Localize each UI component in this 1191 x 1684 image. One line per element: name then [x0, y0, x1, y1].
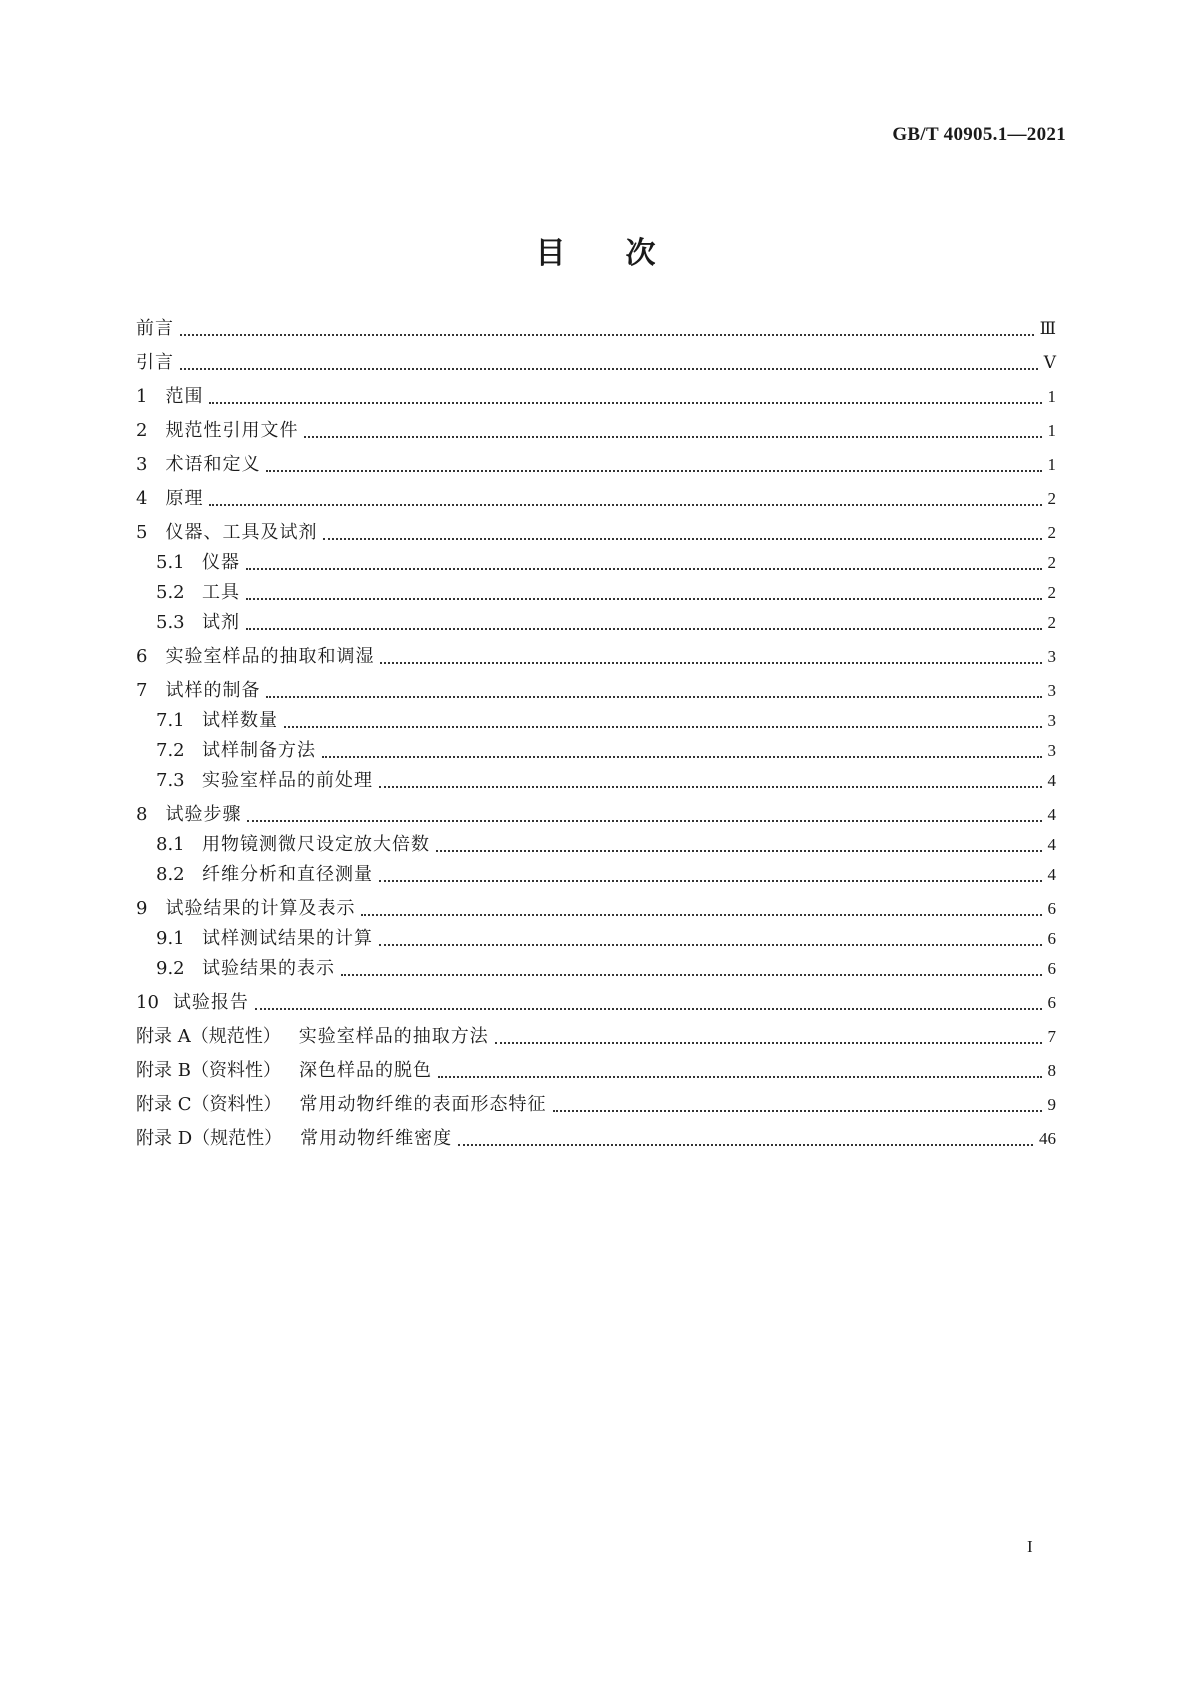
toc-entry[interactable]: [136, 1058, 1056, 1084]
toc-entry-page: 3: [1047, 647, 1056, 666]
toc-entry[interactable]: [136, 418, 1056, 444]
toc-dot-leader: [379, 880, 1042, 882]
toc-entry-number: 5.3: [156, 612, 185, 633]
toc-entry-title: 实验室样品的抽取方法: [298, 1026, 489, 1047]
toc-entry-page: 4: [1047, 805, 1056, 824]
toc-entry-title: 工具: [202, 582, 240, 603]
toc-entry-number: 8.1: [156, 834, 185, 855]
page-title: 目 次: [535, 236, 656, 271]
toc-entry-page: 2: [1047, 553, 1056, 572]
toc-entry-number: 5: [136, 522, 148, 543]
toc-entry-number: 附录 B（资料性）: [136, 1060, 281, 1081]
toc-entry[interactable]: [136, 1126, 1056, 1152]
toc-entry-page: 6: [1047, 959, 1056, 978]
toc-entry-number: 9.1: [156, 928, 185, 949]
toc-entry-title: 仪器、工具及试剂: [165, 522, 318, 543]
toc-entry-page: 6: [1047, 899, 1056, 918]
toc-entry[interactable]: [136, 486, 1056, 512]
toc-entry-page: 4: [1047, 835, 1056, 854]
toc-entry-title: 用物镜测微尺设定放大倍数: [202, 834, 430, 855]
toc-entry-title: 常用动物纤维密度: [300, 1128, 453, 1149]
toc-dot-leader: [180, 334, 1034, 336]
toc-dot-leader: [266, 470, 1041, 472]
toc-dot-leader: [458, 1144, 1033, 1146]
toc-entry-title: 前言: [136, 318, 174, 339]
toc-entry-number: 3: [136, 454, 148, 475]
toc-dot-leader: [322, 756, 1042, 758]
toc-entry-number: 5.2: [156, 582, 185, 603]
toc-entry-page: 3: [1047, 681, 1056, 700]
toc-entry[interactable]: [136, 520, 1056, 546]
toc-entry-title: 试验报告: [172, 992, 249, 1013]
toc-dot-leader: [495, 1042, 1042, 1044]
toc-entry-page: 2: [1047, 613, 1056, 632]
toc-entry[interactable]: [136, 1024, 1056, 1050]
toc-dot-leader: [323, 538, 1041, 540]
toc-entry-page: 2: [1047, 583, 1056, 602]
toc-dot-leader: [246, 628, 1042, 630]
toc-entry-number: 附录 D（规范性）: [136, 1128, 283, 1149]
toc-entry[interactable]: [156, 926, 1056, 952]
standard-code: GB/T 40905.1—2021: [892, 124, 1066, 145]
toc-entry-title: 范围: [165, 386, 204, 407]
toc-entry-page: 1: [1047, 421, 1056, 440]
toc-entry-page: Ⅲ: [1039, 319, 1056, 338]
toc-entry-title: 实验室样品的抽取和调湿: [165, 646, 375, 667]
toc-entry[interactable]: [156, 832, 1056, 858]
toc-dot-leader: [341, 974, 1042, 976]
toc-entry[interactable]: [136, 1092, 1056, 1118]
toc-entry-title: 试剂: [202, 612, 240, 633]
toc-entry-title: 术语和定义: [165, 454, 261, 475]
toc-dot-leader: [255, 1008, 1042, 1010]
toc-entry[interactable]: [136, 802, 1056, 828]
toc-entry-number: 7.3: [156, 770, 185, 791]
toc-entry-number: 6: [136, 646, 148, 667]
toc-entry[interactable]: [156, 708, 1056, 734]
toc-entry[interactable]: [136, 452, 1056, 478]
toc-entry[interactable]: [156, 610, 1056, 636]
toc-entry-title: 试样的制备: [165, 680, 261, 701]
toc-entry-page: 4: [1047, 865, 1056, 884]
toc-entry-title: 试验步骤: [165, 804, 242, 825]
toc-entry-page: 6: [1047, 993, 1056, 1012]
toc-entry-number: 7.2: [156, 740, 185, 761]
toc-entry-number: 2: [136, 420, 148, 441]
toc-entry[interactable]: [136, 350, 1056, 376]
toc-entry-title: 规范性引用文件: [165, 420, 299, 441]
toc-entry-page: 4: [1047, 771, 1056, 790]
toc-entry-page: 3: [1047, 741, 1056, 760]
toc-dot-leader: [246, 568, 1042, 570]
toc-entry-title: 试样测试结果的计算: [202, 928, 373, 949]
toc-entry-page: 46: [1039, 1129, 1056, 1148]
toc-entry-title: 试验结果的计算及表示: [165, 898, 356, 919]
toc-entry-page: 9: [1047, 1095, 1056, 1114]
toc-entry-number: 9: [136, 898, 148, 919]
toc-entry-number: 10: [136, 992, 159, 1013]
toc-entry[interactable]: [136, 384, 1056, 410]
toc-entry-title: 纤维分析和直径测量: [202, 864, 373, 885]
toc-entry[interactable]: [156, 738, 1056, 764]
toc-dot-leader: [379, 786, 1042, 788]
toc-entry-page: 3: [1047, 711, 1056, 730]
toc-entry-title: 常用动物纤维的表面形态特征: [299, 1094, 547, 1115]
toc-entry-page: 2: [1047, 523, 1056, 542]
toc-dot-leader: [209, 402, 1041, 404]
toc-entry[interactable]: [156, 862, 1056, 888]
toc-entry-page: Ⅴ: [1043, 353, 1056, 372]
toc-entry[interactable]: [156, 580, 1056, 606]
toc-entry-number: 9.2: [156, 958, 185, 979]
toc-entry-number: 4: [136, 488, 148, 509]
toc-entry-number: 附录 A（规范性）: [136, 1026, 281, 1047]
toc-entry-page: 7: [1047, 1027, 1056, 1046]
toc-dot-leader: [246, 598, 1042, 600]
toc-entry[interactable]: [136, 678, 1056, 704]
toc-entry-page: 1: [1047, 387, 1056, 406]
toc-entry-number: 5.1: [156, 552, 185, 573]
toc-entry-title: 深色样品的脱色: [298, 1060, 432, 1081]
toc-entry-title: 试样数量: [202, 710, 278, 731]
toc-entry-number: 7.1: [156, 710, 185, 731]
toc-entry-number: 7: [136, 680, 148, 701]
toc-entry-number: 附录 C（资料性）: [136, 1094, 282, 1115]
toc-dot-leader: [180, 368, 1038, 370]
toc-entry-page: 2: [1047, 489, 1056, 508]
toc-dot-leader: [284, 726, 1042, 728]
toc-dot-leader: [266, 696, 1041, 698]
toc-entry-title: 仪器: [202, 552, 240, 573]
toc-entry-page: 6: [1047, 929, 1056, 948]
toc-dot-leader: [361, 914, 1041, 916]
toc-entry[interactable]: [136, 644, 1056, 670]
toc-entry-title: 原理: [165, 488, 204, 509]
toc-entry-page: 1: [1047, 455, 1056, 474]
toc-entry-number: 8.2: [156, 864, 185, 885]
toc-dot-leader: [247, 820, 1041, 822]
toc-entry[interactable]: [136, 316, 1056, 342]
toc-dot-leader: [380, 662, 1041, 664]
toc-dot-leader: [379, 944, 1042, 946]
toc-entry[interactable]: [136, 990, 1056, 1016]
toc-dot-leader: [209, 504, 1041, 506]
toc-dot-leader: [553, 1110, 1042, 1112]
toc-entry-title: 实验室样品的前处理: [202, 770, 373, 791]
toc-dot-leader: [438, 1076, 1042, 1078]
toc-dot-leader: [436, 850, 1042, 852]
toc-entry-title: 引言: [136, 352, 174, 373]
toc-entry-title: 试验结果的表示: [202, 958, 335, 979]
toc-entry[interactable]: [136, 896, 1056, 922]
toc-entry-title: 试样制备方法: [202, 740, 316, 761]
toc-entry-page: 8: [1047, 1061, 1056, 1080]
toc-entry[interactable]: [156, 768, 1056, 794]
toc-entry[interactable]: [156, 956, 1056, 982]
toc-entry[interactable]: [156, 550, 1056, 576]
toc-entry-number: 1: [136, 386, 148, 407]
page-number: I: [1027, 1537, 1033, 1556]
toc-dot-leader: [304, 436, 1041, 438]
toc-entry-number: 8: [136, 804, 148, 825]
